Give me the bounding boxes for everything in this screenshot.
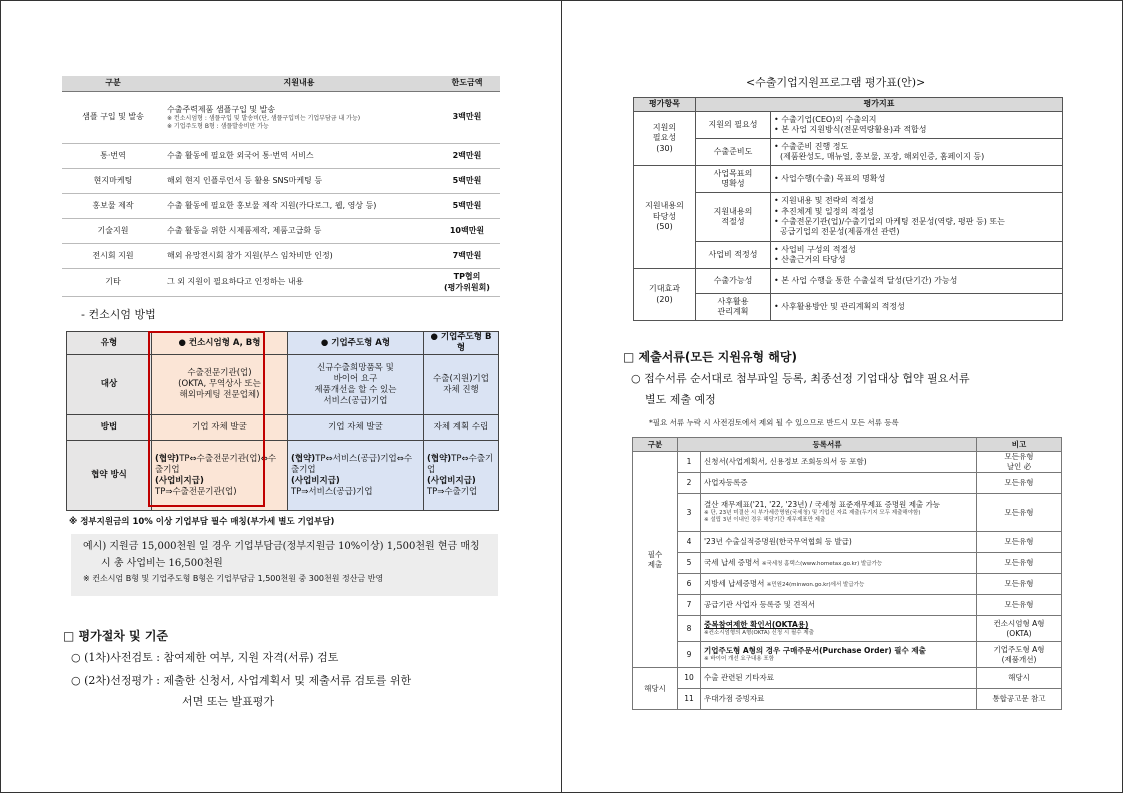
doc-main: 국세 납세 증명서 [704,557,760,567]
header-category: 구분 [62,76,164,92]
method-label: 방법 [67,415,152,441]
indicator-line: • 수출전문기관(업)/수출기업의 마케팅 전문성(역량, 평판 등) 또는 [774,217,1005,226]
documents-desc-cont: 별도 제출 예정 [645,393,716,406]
row-content: 그 외 지원이 필요하다고 인정하는 내용 [164,269,434,297]
row-limit: 5백만원 [434,194,500,219]
table-row [633,473,1062,494]
table-row [62,169,500,194]
table-row [634,193,1063,242]
table-row [62,144,500,169]
page-right [561,0,1123,793]
method-row [67,415,499,441]
doc-number: 6 [678,574,701,595]
table-row [633,616,1062,642]
doc-main: 중복참여제한 확인서(OKTA용) [704,620,809,630]
indicator [771,139,1063,166]
group-name: 지원내용의 타당성 (50) [634,166,696,269]
header-limit: 한도금액 [434,76,500,92]
doc-name: 신청서(사업계획서, 신용정보 조회동의서 등 포함) [701,452,977,473]
group-required: 필수 제출 [633,452,678,668]
documents-desc: ○ 접수서류 순서대로 첨부파일 등록, 최종선정 기업대상 협약 필요서류 [631,372,970,385]
doc-number: 9 [678,642,701,668]
eval-table-title: <수출기업지원프로그램 평가표(안)> [746,76,926,89]
doc-name: 사업자등록증 [701,473,977,494]
doc-sub: ※ 바이어 개선 요구내용 포함 [704,655,775,662]
table-row [633,595,1062,616]
payment-text: TP⇒수출전문기관(업) [155,486,237,497]
doc-number: 2 [678,473,701,494]
table-row [633,494,1062,532]
doc-number: 3 [678,494,701,532]
group-name: 지원의 필요성 (30) [634,112,696,166]
indicator-line: • 수출준비 진행 정도 [774,141,849,151]
doc-name: 우대가점 증빙자료 [701,689,977,710]
table-row [634,269,1063,294]
target-consortium: 수출전문기관(업) (OKTA, 무역상사 또는 해외마케팅 전문업체) [152,355,288,415]
row-category: 기타 [62,269,164,297]
indicator-line: • 수출기업(CEO)의 수출의지 [774,114,877,124]
doc-remark: 해당시 [977,668,1062,689]
row-limit: 7백만원 [434,244,500,269]
eval-header-row [634,98,1063,112]
example-line: 예시) 지원금 15,000천원 일 경우 기업부담금(정부지원금 10%이상) 1,500천원 현금 매칭 [83,541,480,552]
content-note: ※ 컨소시엄형 : 샘플구입 및 발송비(단, 샘플구입비는 기업부담금 내 가능) [167,114,361,122]
table-row [633,668,1062,689]
indicator-line: • 지원내용 및 전략의 적절성 [774,196,874,206]
indicator [771,294,1063,321]
payment-tag: (사업비지급) [290,475,340,486]
support-table [62,76,500,297]
table-row [633,689,1062,710]
sub-item: 사후활용 관리계획 [696,294,771,321]
doc-remark: 기업주도형 A형 (제품개선) [977,642,1062,668]
agreement-tag: (협약) [290,453,316,464]
indicator-line: • 본 사업 수행을 통한 수출실적 달성(단기간) 가능성 [774,275,958,285]
doc-remark: 모든유형 [977,473,1062,494]
indicator [771,112,1063,139]
doc-sub: ※민원24(minwon.go.kr)에서 발급가능 [766,581,865,588]
doc-name: 수출 관련된 기타자료 [701,668,977,689]
doc-remark: 모든유형 [977,553,1062,574]
doc-number: 11 [678,689,701,710]
indicator [771,193,1063,242]
doc-name [701,574,977,595]
table-row [62,219,500,244]
doc-name [701,642,977,668]
example-line: 시 총 사업비는 16,500천원 [101,557,223,569]
header-consortium-ab: ● 컨소시엄형 A, B형 [152,332,288,355]
indicator [771,269,1063,294]
agreement-tag: (협약) [155,453,180,464]
eval-table [633,97,1063,321]
indicator-line: • 산출근거의 타당성 [774,255,846,264]
table-row [633,642,1062,668]
sub-item: 수출가능성 [696,269,771,294]
indicator-line: • 사업비 구성의 적절성 [774,244,856,254]
method-consortium: 기업 자체 발굴 [152,415,288,441]
indicator [771,166,1063,193]
row-category: 홍보물 제작 [62,194,164,219]
row-limit: 10백만원 [434,219,500,244]
sub-item: 지원의 필요성 [696,112,771,139]
example-note: ※ 컨소시엄 B형 및 기업주도형 B형은 기업부담금 1,500천원 중 300천원 정산금 반영 [83,574,384,583]
table-row [62,194,500,219]
row-content: 해외 유망전시회 참가 지원(부스 임차비만 인정) [164,244,434,269]
agreement-row [67,441,499,511]
doc-sub: ※ 단, 23년 미결산 시 부가세증명원(국세청) 및 기업신 자료 제출(두기지 모두 제출해야함) ※ 설립 3년 이내인 경우 해당기간 재무제표만 제출 [704,510,921,524]
row-content: 해외 현지 인플루언서 등 활용 SNS마케팅 등 [164,169,434,194]
doc-remark: 통합공고문 참고 [977,689,1062,710]
sub-item: 사업비 적정성 [696,242,771,269]
row-category: 기술지원 [62,219,164,244]
method-company-b: 자체 계획 수립 [423,415,498,441]
indicator-line: • 본 사업 지원방식(전문역량활용)과 적합성 [774,125,927,134]
indicator-line: • 사후활용방안 및 관리계획의 적정성 [774,301,905,311]
evaluation-step2: ○ (2차)선정평가 : 제출한 신청서, 사업계획서 및 제출서류 검토를 위한 [71,674,412,687]
payment-text: TP⇒수출기업 [426,486,478,497]
table-row [634,166,1063,193]
documents-note: *필요 서류 누락 시 사전검토에서 제외 될 수 있으므로 반드시 모든 서류 등록 [649,418,899,427]
row-content: 수출 활동을 위한 시제품제작, 제품고급화 등 [164,219,434,244]
method-company-a: 기업 자체 발굴 [287,415,423,441]
doc-number: 4 [678,532,701,553]
row-limit: 2백만원 [434,144,500,169]
doc-main: 결산 재무제표('21, '22, '23년) / 국세청 표준재무제표 증명원 제출 가능 [704,500,941,510]
target-row [67,355,499,415]
doc-number: 7 [678,595,701,616]
doc-sub: ※컨소시엄형의 A형(OKTA) 신청 시 필수 제출 [704,629,814,636]
row-category: 현지마케팅 [62,169,164,194]
agreement-company-b [423,441,498,511]
header-indicator: 평가지표 [696,98,1063,112]
header-group: 구분 [633,438,678,452]
content-note: ※ 기업주도형 B형 : 샘플발송비만 가능 [167,122,269,130]
doc-number: 5 [678,553,701,574]
evaluation-title: □ 평가절차 및 기준 [63,629,169,643]
documents-title: □ 제출서류(모든 지원유형 해당) [623,350,797,364]
group-applicable: 해당시 [633,668,678,710]
table-row [634,294,1063,321]
example-box [71,534,498,596]
indicator-line: • 추진체계 및 일정의 적절성 [774,206,874,216]
row-category: 샘플 구입 및 발송 [62,92,164,144]
doc-number: 1 [678,452,701,473]
row-category: 통·번역 [62,144,164,169]
doc-remark: 컨소시엄형 A형 (OKTA) [977,616,1062,642]
row-limit: 3백만원 [434,92,500,144]
group-name: 기대효과 (20) [634,269,696,321]
row-content [164,92,434,144]
header-document: 등록서류 [678,438,977,452]
agreement-label: 협약 방식 [67,441,152,511]
table-row [633,574,1062,595]
row-category: 전시회 지원 [62,244,164,269]
doc-name [701,553,977,574]
payment-text: TP⇒서비스(공급)기업 [290,486,373,497]
doc-remark: 모든유형 날인 必 [977,452,1062,473]
indicator-line: 공급기업의 전문성(제품개선 관련) [780,227,900,237]
payment-tag: (사업비지급) [155,475,204,486]
sub-item: 사업목표의 명확성 [696,166,771,193]
header-company-b: ● 기업주도형 B형 [423,332,498,355]
header-content: 지원내용 [164,76,434,92]
consortium-table [66,331,499,511]
doc-remark: 모든유형 [977,532,1062,553]
table-row [634,242,1063,269]
doc-name: '23년 수출실적증명원(한국무역협회 등 발급) [701,532,977,553]
doc-name [701,616,977,642]
header-company-a: ● 기업주도형 A형 [287,332,423,355]
consortium-header-row [67,332,499,355]
table-row [633,553,1062,574]
header-remark: 비고 [977,438,1062,452]
content-text: 수출주력제품 샘플구입 및 발송 [167,104,276,114]
table-row [634,112,1063,139]
header-item: 평가항목 [634,98,696,112]
agreement-tag: (협약) [426,453,452,464]
doc-remark: 모든유형 [977,574,1062,595]
row-limit: TP협의 (평가위원회) [434,269,500,297]
doc-name: 공급기관 사업자 등록증 및 견적서 [701,595,977,616]
row-content: 수출 활동에 필요한 홍보물 제작 지원(카다로그, 웹, 영상 등) [164,194,434,219]
table-header-row [62,76,500,92]
indicator [771,242,1063,269]
row-content: 수출 활동에 필요한 외국어 통·번역 서비스 [164,144,434,169]
table-row [62,244,500,269]
doc-number: 8 [678,616,701,642]
doc-remark: 모든유형 [977,595,1062,616]
documents-table [632,437,1062,710]
target-label: 대상 [67,355,152,415]
table-row [62,269,500,297]
sub-item: 수출준비도 [696,139,771,166]
table-row [62,92,500,144]
doc-remark: 모든유형 [977,494,1062,532]
indicator-line: (제품완성도, 매뉴얼, 홍보물, 포장, 해외인증, 홈페이지 등) [780,152,985,161]
doc-number: 10 [678,668,701,689]
consortium-subtitle: - 컨소시엄 방법 [81,308,156,321]
indicator-line: • 사업수행(수출) 목표의 명확성 [774,173,886,183]
agreement-company-a [287,441,423,511]
highlight-box [148,331,265,507]
doc-main: 지방세 납세증명서 [704,578,765,588]
table-row [634,139,1063,166]
agreement-text: TP⇔수출기업 [426,453,494,475]
evaluation-step1: ○ (1차)사전검토 : 참여제한 여부, 지원 자격(서류) 검토 [71,651,339,664]
doc-main: 기업주도형 A형의 경우 구매주문서(Purchase Order) 필수 제출 [704,646,926,656]
matching-notice: ※ 정부지원금의 10% 이상 기업부담 필수 매칭(부가세 별도 기업부담) [69,517,335,527]
header-type: 유형 [67,332,152,355]
payment-tag: (사업비지급) [426,475,476,486]
target-company-a: 신규수출희망품목 및 바이어 요구 제품개선을 할 수 있는 서비스(공급)기업 [287,355,423,415]
table-row [633,532,1062,553]
row-limit: 5백만원 [434,169,500,194]
evaluation-step2-cont: 서면 또는 발표평가 [182,695,275,708]
agreement-text: TP⇔수출전문기관(업)⇔수출기업 [155,453,277,475]
doc-name [701,494,977,532]
table-row [633,452,1062,473]
documents-header-row [633,438,1062,452]
agreement-text: TP⇔서비스(공급)기업⇔수출기업 [290,453,413,475]
sub-item: 지원내용의 적절성 [696,193,771,242]
target-company-b: 수출(지원)기업 자체 진행 [423,355,498,415]
doc-sub: ※국세청 홈택스(www.hometax.go.kr) 발급가능 [761,560,883,567]
